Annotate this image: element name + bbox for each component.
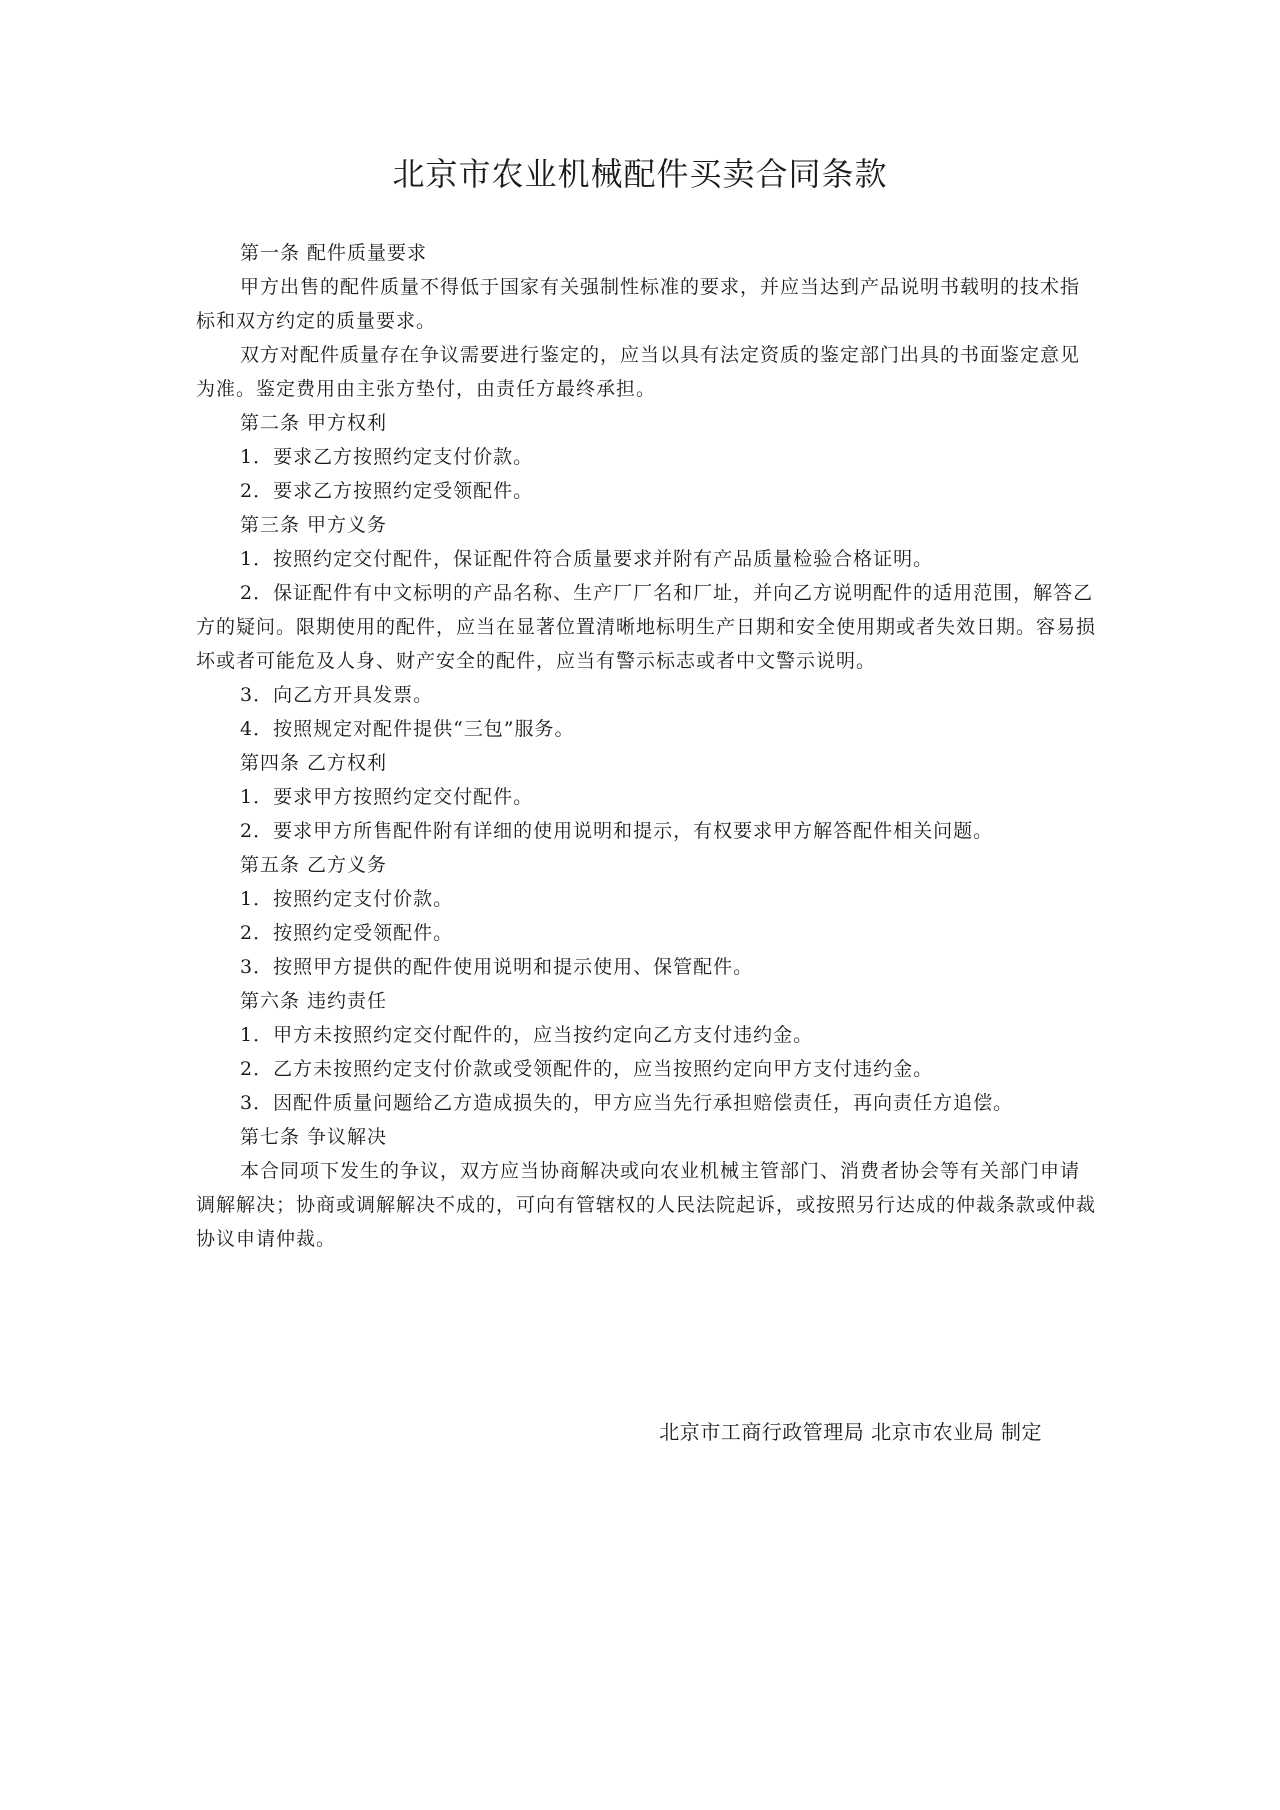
article-1-heading: 第一条 配件质量要求 [240, 242, 428, 264]
issuer-signature: 北京市工商行政管理局 北京市农业局 制定 [659, 1420, 1042, 1444]
article-5-item: 3．按照甲方提供的配件使用说明和提示使用、保管配件。 [240, 956, 754, 978]
article-3-heading: 第三条 甲方义务 [240, 514, 388, 536]
article-7-paragraph: 本合同项下发生的争议，双方应当协商解决或向农业机械主管部门、消费者协会等有关部门申请调解解决；协商或调解解决不成的，可向有管辖权的人民法院起诉，或按照另行达成的仲裁条款或仲裁协议申请仲裁。 [196, 1160, 1097, 1250]
article-6-heading: 第六条 违约责任 [240, 990, 388, 1012]
article-2-item: 2．要求乙方按照约定受领配件。 [240, 480, 534, 502]
article-5-item: 1．按照约定支付价款。 [240, 888, 454, 910]
page-title: 北京市农业机械配件买卖合同条款 [392, 155, 888, 193]
article-3-item: 4．按照规定对配件提供“三包”服务。 [240, 718, 575, 740]
article-2-item: 1．要求乙方按照约定支付价款。 [240, 446, 534, 468]
contract-body [196, 236, 1096, 1256]
article-4-item: 2．要求甲方所售配件附有详细的使用说明和提示，有权要求甲方解答配件相关问题。 [240, 820, 994, 842]
article-6-item: 2．乙方未按照约定支付价款或受领配件的，应当按照约定向甲方支付违约金。 [240, 1058, 934, 1080]
article-6-item: 1．甲方未按照约定交付配件的，应当按约定向乙方支付违约金。 [240, 1024, 814, 1046]
article-2-heading: 第二条 甲方权利 [240, 412, 388, 434]
article-7-heading: 第七条 争议解决 [240, 1126, 388, 1148]
article-3-item: 2．保证配件有中文标明的产品名称、生产厂厂名和厂址，并向乙方说明配件的适用范围，解答乙方的疑问。限期使用的配件，应当在显著位置清晰地标明生产日期和安全使用期或者失效日期。容易损坏或者可能危及人身、财产安全的配件，应当有警示标志或者中文警示说明。 [196, 582, 1097, 672]
article-3-item: 1．按照约定交付配件，保证配件符合质量要求并附有产品质量检验合格证明。 [240, 548, 934, 570]
article-4-heading: 第四条 乙方权利 [240, 752, 388, 774]
article-1-paragraph: 双方对配件质量存在争议需要进行鉴定的，应当以具有法定资质的鉴定部门出具的书面鉴定意见为准。鉴定费用由主张方垫付，由责任方最终承担。 [196, 344, 1081, 400]
article-5-heading: 第五条 乙方义务 [240, 854, 388, 876]
article-6-item: 3．因配件质量问题给乙方造成损失的，甲方应当先行承担赔偿责任，再向责任方追偿。 [240, 1092, 1014, 1114]
article-4-item: 1．要求甲方按照约定交付配件。 [240, 786, 534, 808]
article-5-item: 2．按照约定受领配件。 [240, 922, 454, 944]
article-3-item: 3．向乙方开具发票。 [240, 684, 434, 706]
article-1-paragraph: 甲方出售的配件质量不得低于国家有关强制性标准的要求，并应当达到产品说明书载明的技术指标和双方约定的质量要求。 [196, 276, 1081, 332]
